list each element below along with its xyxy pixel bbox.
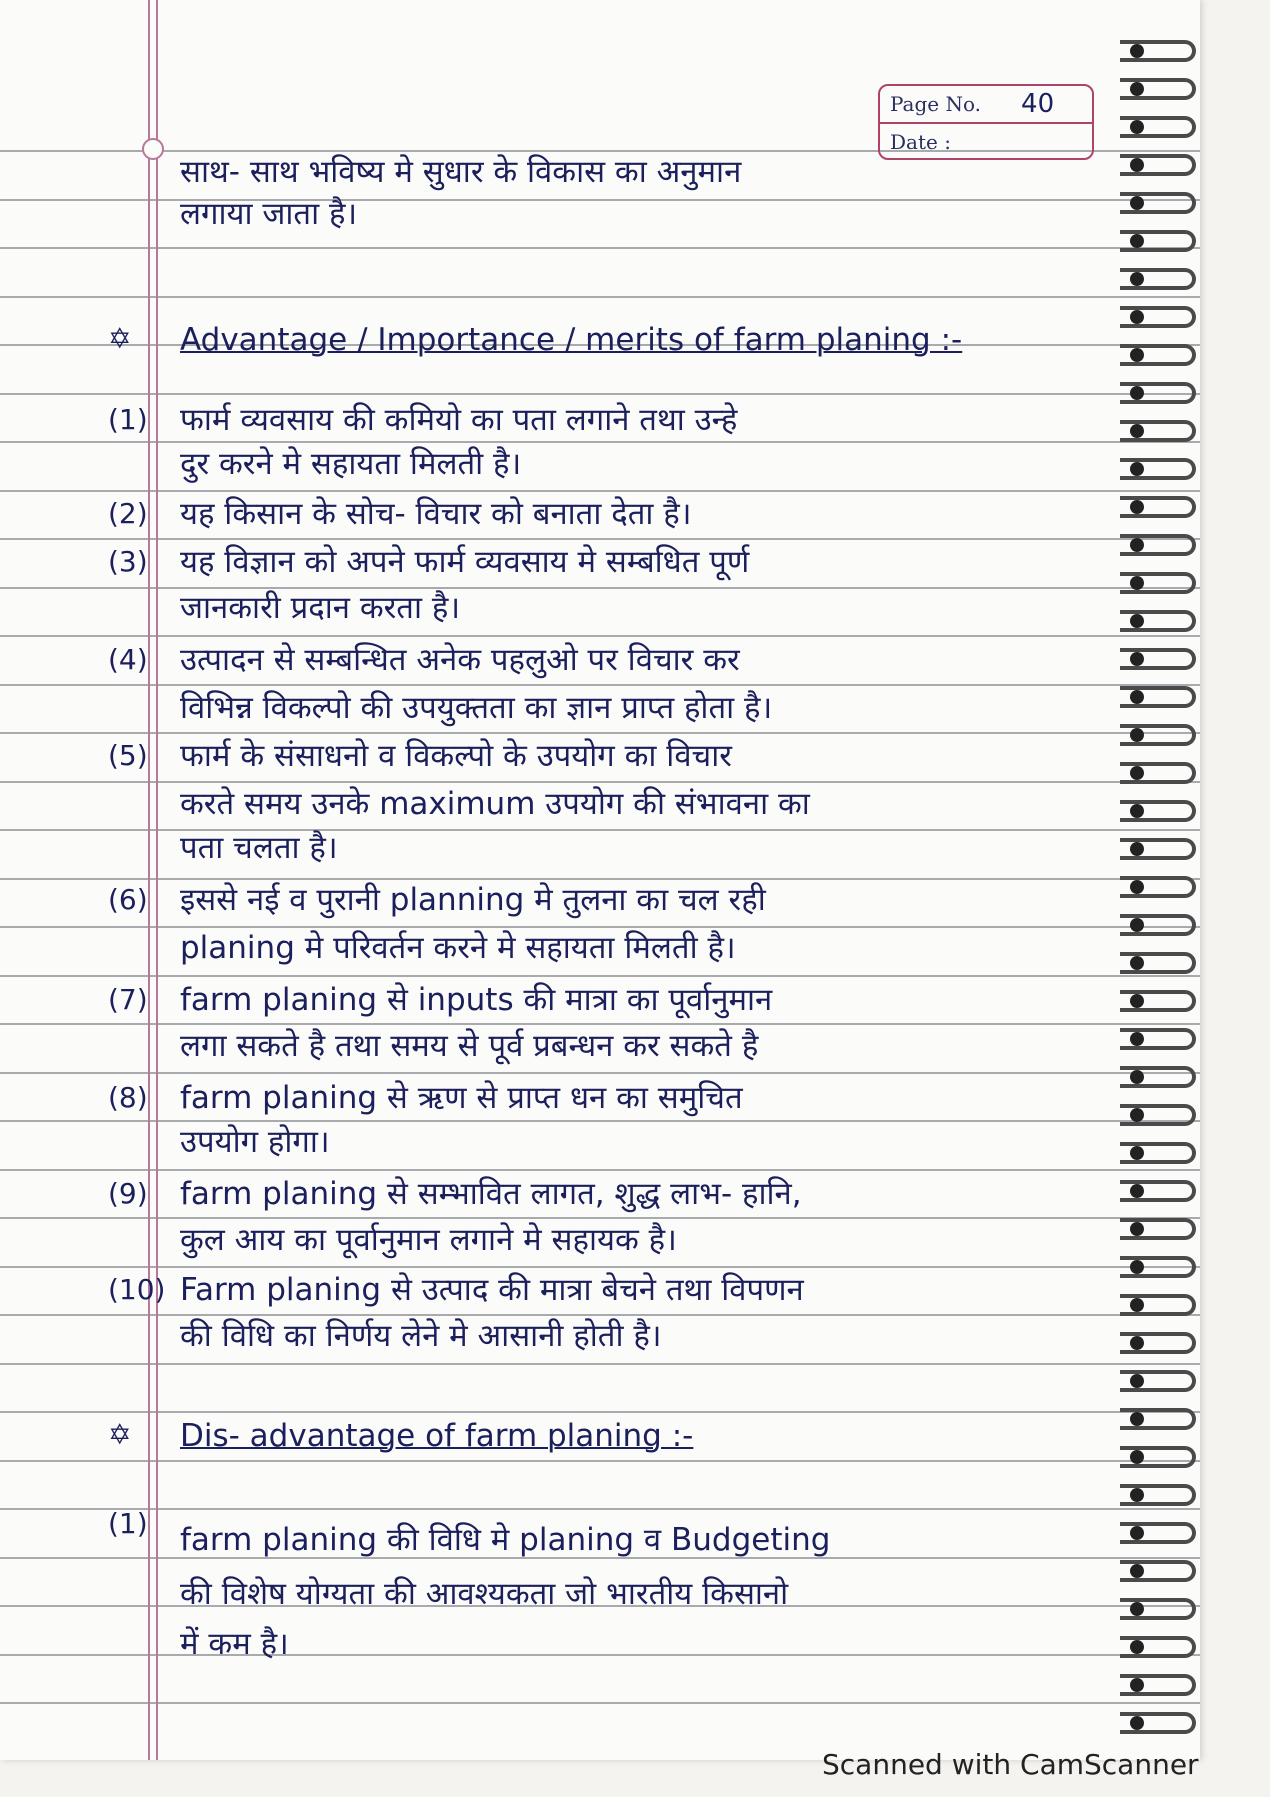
binding-hole — [1130, 766, 1144, 780]
text-line: यह किसान के सोच- विचार को बनाता देता है। — [180, 496, 692, 532]
text-line: Farm planing से उत्पाद की मात्रा बेचने तथा विपणन — [180, 1272, 804, 1308]
text-line: की विधि का निर्णय लेने मे आसानी होती है। — [180, 1318, 662, 1354]
ruled-line — [0, 296, 1200, 298]
binding-hole — [1130, 1374, 1144, 1388]
ruled-line — [0, 1266, 1200, 1268]
ruled-line — [0, 1169, 1200, 1171]
binding-hole — [1130, 1716, 1144, 1730]
binding-hole — [1130, 44, 1144, 58]
binding-hole — [1130, 728, 1144, 742]
binding-hole — [1130, 272, 1144, 286]
page-number-box — [878, 84, 1094, 160]
item-number: (4) — [108, 643, 148, 676]
section-heading-disadvantages: Dis- advantage of farm planing :- — [180, 1418, 694, 1454]
ruled-line — [0, 1460, 1200, 1462]
binding-hole — [1130, 1108, 1144, 1122]
binding-hole — [1130, 1146, 1144, 1160]
binding-hole — [1130, 842, 1144, 856]
ruled-line — [0, 1314, 1200, 1316]
item-number: (1) — [108, 1507, 148, 1540]
item-number: (10) — [108, 1273, 166, 1306]
ruled-line — [0, 1072, 1200, 1074]
binding-hole — [1130, 614, 1144, 628]
binding-hole — [1130, 386, 1144, 400]
text-line: विभिन्न विकल्पो की उपयुक्तता का ज्ञान प्राप्त होता है। — [180, 690, 773, 726]
section-heading-advantages: Advantage / Importance / merits of farm planing :- — [180, 322, 963, 358]
binding-hole — [1130, 1678, 1144, 1692]
scanner-watermark: Scanned with CamScanner — [822, 1748, 1199, 1781]
binding-hole — [1130, 956, 1144, 970]
ruled-line — [0, 1508, 1200, 1510]
binding-hole — [1130, 1640, 1144, 1654]
text-line: farm planing से सम्भावित लागत, शुद्ध लाभ- हानि, — [180, 1176, 802, 1212]
text-line: फार्म के संसाधनो व विकल्पो के उपयोग का विचार — [180, 738, 732, 774]
item-number: (6) — [108, 883, 148, 916]
binding-hole — [1130, 576, 1144, 590]
text-line: में कम है। — [180, 1626, 289, 1662]
margin-marker-circle — [142, 138, 164, 160]
binding-hole — [1130, 234, 1144, 248]
ruled-line — [0, 393, 1200, 395]
ruled-line — [0, 732, 1200, 734]
text-line: कुल आय का पूर्वानुमान लगाने मे सहायक है। — [180, 1222, 677, 1258]
binding-hole — [1130, 652, 1144, 666]
binding-hole — [1130, 1412, 1144, 1426]
ruled-line — [0, 1702, 1200, 1704]
binding-hole — [1130, 804, 1144, 818]
binding-hole — [1130, 1488, 1144, 1502]
spiral-binding — [1114, 0, 1200, 1760]
text-line: साथ- साथ भविष्य मे सुधार के विकास का अनुमान — [180, 154, 742, 190]
binding-hole — [1130, 158, 1144, 172]
text-line: इससे नई व पुरानी planning मे तुलना का चल रही — [180, 882, 766, 918]
binding-hole — [1130, 994, 1144, 1008]
binding-hole — [1130, 1450, 1144, 1464]
text-line: उपयोग होगा। — [180, 1124, 330, 1160]
text-line: farm planing से inputs की मात्रा का पूर्वानुमान — [180, 982, 773, 1018]
text-line: farm planing से ऋण से प्राप्त धन का समुचित — [180, 1080, 743, 1116]
text-line: planing मे परिवर्तन करने मे सहायता मिलती है। — [180, 930, 736, 966]
ruled-line — [0, 781, 1200, 783]
binding-hole — [1130, 1260, 1144, 1274]
ruled-line — [0, 1023, 1200, 1025]
binding-hole — [1130, 82, 1144, 96]
binding-hole — [1130, 1564, 1144, 1578]
binding-hole — [1130, 1222, 1144, 1236]
ruled-line — [0, 635, 1200, 637]
ruled-line — [0, 1120, 1200, 1122]
text-line: की विशेष योग्यता की आवश्यकता जो भारतीय किसानो — [180, 1576, 789, 1612]
ruled-line — [0, 878, 1200, 880]
binding-hole — [1130, 424, 1144, 438]
ruled-line — [0, 684, 1200, 686]
binding-hole — [1130, 1070, 1144, 1084]
item-number: (2) — [108, 497, 148, 530]
ruled-line — [0, 247, 1200, 249]
binding-hole — [1130, 918, 1144, 932]
page-no-value: 40 — [1021, 89, 1055, 119]
text-line: farm planing की विधि मे planing व Budgeting — [180, 1522, 831, 1558]
binding-hole — [1130, 1526, 1144, 1540]
item-number: (7) — [108, 983, 148, 1016]
binding-hole — [1130, 500, 1144, 514]
binding-hole — [1130, 196, 1144, 210]
binding-hole — [1130, 1298, 1144, 1312]
text-line: फार्म व्यवसाय की कमियो का पता लगाने तथा उन्हे — [180, 402, 738, 438]
ruled-line — [0, 975, 1200, 977]
star-bullet-icon: ✡ — [108, 322, 132, 355]
item-number: (5) — [108, 739, 148, 772]
text-line: जानकारी प्रदान करता है। — [180, 590, 461, 626]
ruled-line — [0, 926, 1200, 928]
ruled-line — [0, 1217, 1200, 1219]
date-label: Date : — [890, 130, 951, 154]
binding-hole — [1130, 348, 1144, 362]
margin-line-left — [148, 0, 150, 1760]
ruled-line — [0, 1363, 1200, 1365]
page-no-label: Page No. — [890, 92, 982, 116]
item-number: (3) — [108, 545, 148, 578]
binding-hole — [1130, 880, 1144, 894]
text-line: उत्पादन से सम्बन्धित अनेक पहलुओ पर विचार कर — [180, 642, 740, 678]
item-number: (9) — [108, 1177, 148, 1210]
binding-hole — [1130, 1602, 1144, 1616]
margin-line-right — [156, 0, 158, 1760]
text-line: पता चलता है। — [180, 830, 338, 866]
ruled-line — [0, 490, 1200, 492]
ruled-line — [0, 441, 1200, 443]
text-line: लगाया जाता है। — [180, 196, 358, 232]
binding-hole — [1130, 310, 1144, 324]
ruled-line — [0, 1411, 1200, 1413]
binding-hole — [1130, 1336, 1144, 1350]
star-bullet-icon: ✡ — [108, 1418, 132, 1451]
text-line: दुर करने मे सहायता मिलती है। — [180, 446, 522, 482]
text-line: यह विज्ञान को अपने फार्म व्यवसाय मे सम्बधित पूर्ण — [180, 544, 750, 580]
item-number: (8) — [108, 1081, 148, 1114]
binding-hole — [1130, 538, 1144, 552]
item-number: (1) — [108, 403, 148, 436]
binding-hole — [1130, 120, 1144, 134]
binding-hole — [1130, 462, 1144, 476]
ruled-line — [0, 587, 1200, 589]
binding-hole — [1130, 690, 1144, 704]
binding-hole — [1130, 1184, 1144, 1198]
text-line: लगा सकते है तथा समय से पूर्व प्रबन्धन कर सकते है — [180, 1028, 759, 1064]
text-line: करते समय उनके maximum उपयोग की संभावना का — [180, 786, 810, 822]
binding-hole — [1130, 1032, 1144, 1046]
ruled-line — [0, 538, 1200, 540]
